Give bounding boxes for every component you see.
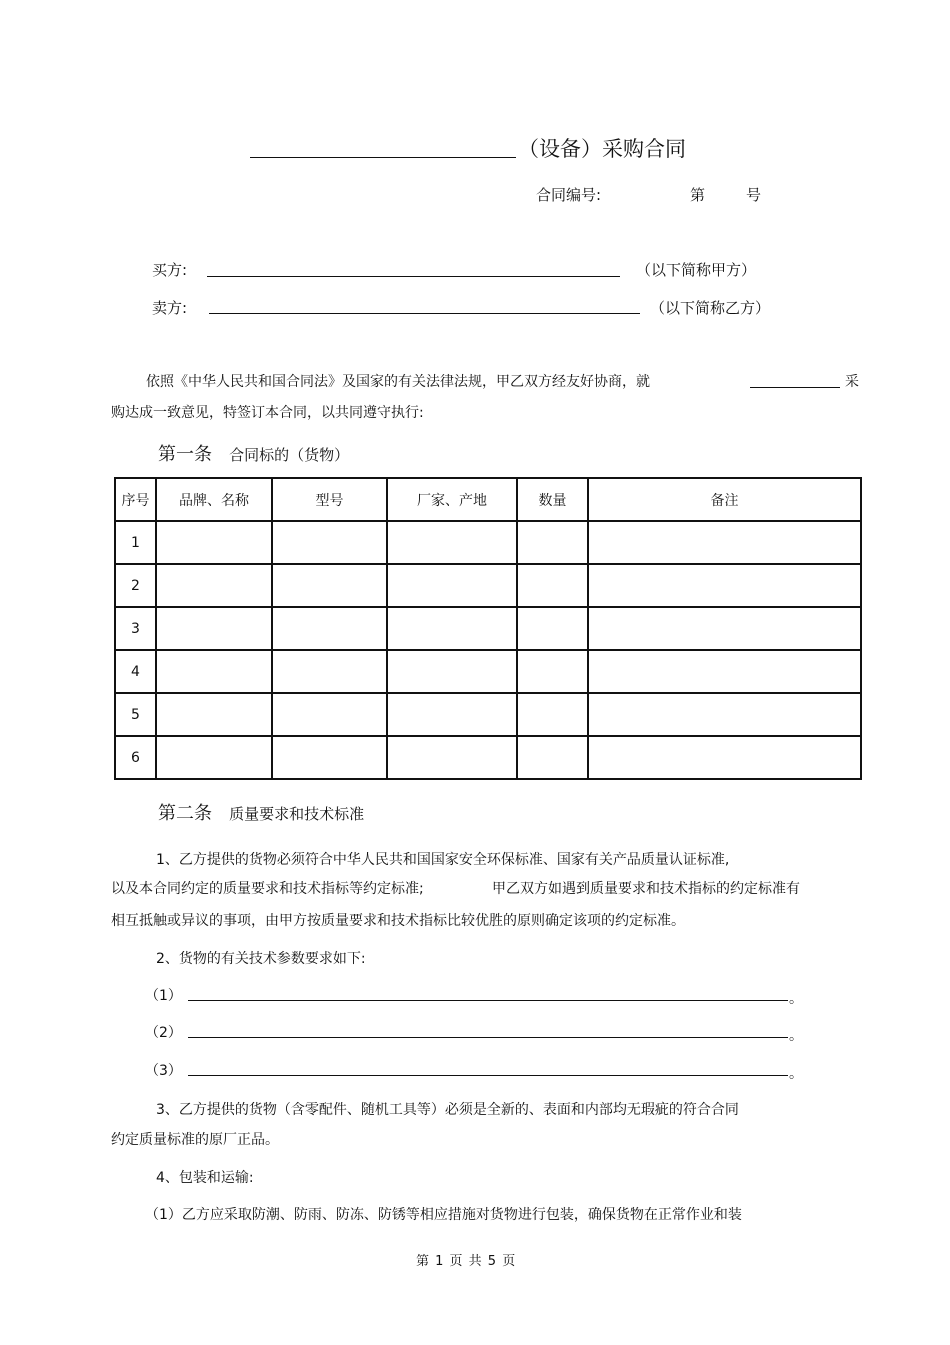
article1-num: 第一条 [158, 444, 212, 465]
cell-manufacturer[interactable] [387, 693, 517, 736]
buyer-label: 买方: [152, 261, 188, 279]
cell-manufacturer[interactable] [387, 650, 517, 693]
param-item-end: 。 [789, 1066, 803, 1082]
table-row [115, 736, 861, 779]
table-header-row [115, 478, 861, 521]
contract-no-label: 合同编号: [536, 186, 602, 204]
row-index: 4 [115, 650, 156, 693]
col-header-quantity: 数量 [517, 478, 588, 521]
contract-no-hao: 号 [746, 186, 762, 204]
intro-line2: 购达成一致意见，特签订本合同，以共同遵守执行: [111, 405, 424, 421]
cell-brand-name[interactable] [156, 521, 272, 564]
cell-manufacturer[interactable] [387, 607, 517, 650]
row-index: 3 [115, 607, 156, 650]
col-header-model: 型号 [272, 478, 387, 521]
param-item-label: （3） [145, 1063, 182, 1079]
col-header-manufacturer: 厂家、产地 [387, 478, 517, 521]
purchase-item-blank[interactable] [750, 387, 840, 388]
cell-manufacturer[interactable] [387, 521, 517, 564]
cell-brand-name[interactable] [156, 650, 272, 693]
cell-model[interactable] [272, 564, 387, 607]
row-index: 1 [115, 521, 156, 564]
article2-heading [158, 799, 364, 825]
row-index: 6 [115, 736, 156, 779]
param-item-label: （1） [145, 988, 182, 1004]
cell-manufacturer[interactable] [387, 564, 517, 607]
cell-remarks[interactable] [588, 607, 861, 650]
quality-p1-line2a: 以及本合同约定的质量要求和技术指标等约定标准; [111, 881, 424, 897]
cell-manufacturer[interactable] [387, 736, 517, 779]
cell-quantity[interactable] [517, 736, 588, 779]
cell-quantity[interactable] [517, 607, 588, 650]
cell-quantity[interactable] [517, 693, 588, 736]
col-header-index: 序号 [115, 478, 156, 521]
cell-quantity[interactable] [517, 564, 588, 607]
table-row [115, 650, 861, 693]
table-row [115, 607, 861, 650]
quality-p3-line2: 约定质量标准的原厂正品。 [111, 1132, 279, 1148]
seller-note: （以下简称乙方） [650, 299, 771, 317]
table-row [115, 693, 861, 736]
intro-line1-end: 采 [845, 374, 859, 390]
cell-model[interactable] [272, 693, 387, 736]
cell-remarks[interactable] [588, 521, 861, 564]
quality-p1-line2b: 甲乙双方如遇到质量要求和技术指标的约定标准有 [492, 881, 800, 897]
table-row [115, 521, 861, 564]
param-item-field[interactable] [188, 1075, 788, 1076]
quality-p4: 4、包装和运输: [156, 1170, 254, 1186]
param-item-end: 。 [789, 1028, 803, 1044]
cell-model[interactable] [272, 650, 387, 693]
col-header-brand-name: 品牌、名称 [156, 478, 272, 521]
cell-model[interactable] [272, 736, 387, 779]
intro-line1: 依照《中华人民共和国合同法》及国家的有关法律法规，甲乙双方经友好协商，就 [146, 374, 650, 390]
param-item-end: 。 [789, 991, 803, 1007]
seller-name-field[interactable] [209, 313, 640, 314]
buyer-note: （以下简称甲方） [636, 261, 757, 279]
cell-model[interactable] [272, 521, 387, 564]
quality-p1-line3: 相互抵触或异议的事项，由甲方按质量要求和技术指标比较优胜的原则确定该项的约定标准。 [111, 913, 685, 929]
param-item-field[interactable] [188, 1037, 788, 1038]
quality-p2: 2、货物的有关技术参数要求如下: [156, 951, 366, 967]
cell-quantity[interactable] [517, 521, 588, 564]
goods-table [114, 477, 862, 780]
cell-brand-name[interactable] [156, 564, 272, 607]
article2-title: 质量要求和技术标准 [229, 805, 365, 823]
param-item-label: （2） [145, 1025, 182, 1041]
article1-title: 合同标的（货物） [229, 446, 350, 464]
article2-num: 第二条 [158, 803, 212, 824]
quality-p4-1: （1）乙方应采取防潮、防雨、防冻、防锈等相应措施对货物进行包装，确保货物在正常作业和装 [145, 1207, 742, 1223]
quality-p3-line1: 3、乙方提供的货物（含零配件、随机工具等）必须是全新的、表面和内部均无瑕疵的符合合同 [156, 1102, 739, 1118]
quality-p1-line1: 1、乙方提供的货物必须符合中华人民共和国国家安全环保标准、国家有关产品质量认证标准, [156, 852, 730, 868]
row-index: 5 [115, 693, 156, 736]
contract-no-di: 第 [690, 186, 706, 204]
buyer-name-field[interactable] [207, 276, 620, 277]
cell-remarks[interactable] [588, 650, 861, 693]
param-item-field[interactable] [188, 1000, 788, 1001]
cell-model[interactable] [272, 607, 387, 650]
cell-brand-name[interactable] [156, 607, 272, 650]
article1-heading [158, 440, 349, 466]
row-index: 2 [115, 564, 156, 607]
cell-brand-name[interactable] [156, 693, 272, 736]
equipment-name-blank[interactable] [250, 157, 516, 158]
page-number: 第 1 页 共 5 页 [416, 1254, 517, 1269]
cell-remarks[interactable] [588, 736, 861, 779]
cell-remarks[interactable] [588, 564, 861, 607]
cell-quantity[interactable] [517, 650, 588, 693]
seller-label: 卖方: [152, 299, 188, 317]
page-title: （设备）采购合同 [518, 137, 686, 161]
table-row [115, 564, 861, 607]
cell-remarks[interactable] [588, 693, 861, 736]
col-header-remarks: 备注 [588, 478, 861, 521]
cell-brand-name[interactable] [156, 736, 272, 779]
